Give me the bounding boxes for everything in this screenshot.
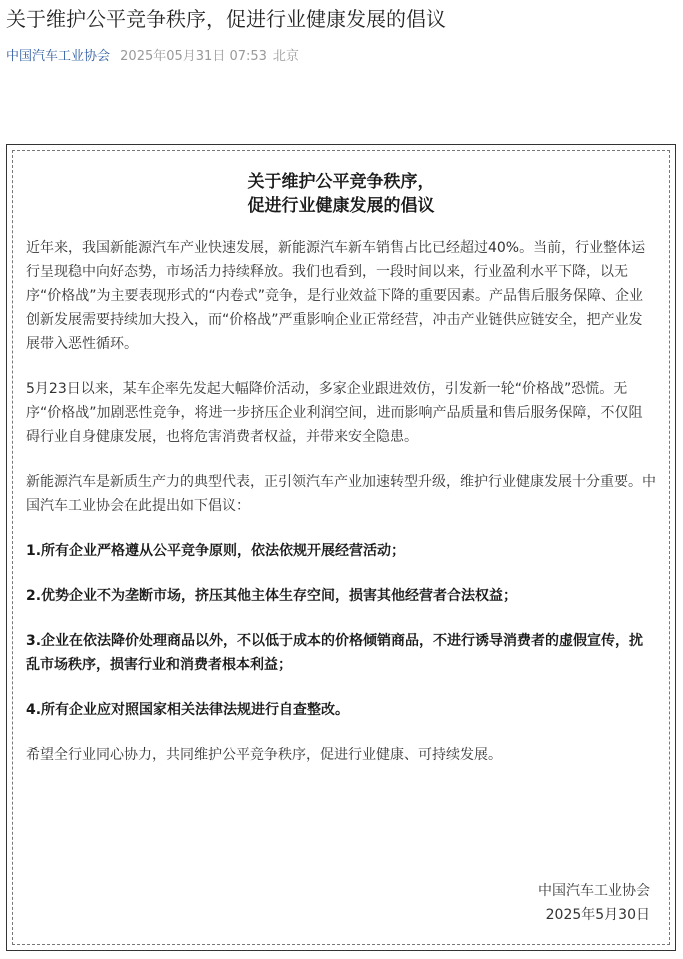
page-title: 关于维护公平竞争秩序，促进行业健康发展的倡议 bbox=[6, 7, 446, 31]
document-title bbox=[13, 170, 669, 218]
document-frame bbox=[6, 144, 676, 951]
proposal-item: 3.企业在依法降价处理商品以外，不以低于成本的价格倾销商品，不进行诱导消费者的虚假宣传，扰乱市场秩序，损害行业和消费者根本利益； bbox=[26, 633, 644, 673]
article-meta bbox=[6, 49, 676, 65]
body-paragraph: 新能源汽车是新质生产力的典型代表，正引领汽车产业加速转型升级，维护行业健康发展十分重要。中国汽车工业协会在此提出如下倡议： bbox=[26, 474, 656, 514]
document-title-line-2: 促进行业健康发展的倡议 bbox=[247, 196, 435, 216]
body-paragraph: 5月23日以来，某车企率先发起大幅降价活动，多家企业跟进效仿，引发新一轮“价格战”恐慌。无序“价格战”加剧恶性竞争，将进一步挤压企业利润空间，进而影响产品质量和售后服务保障，不仅阻碍行业自身健康发展，也将危害消费者权益，并带来安全隐患。 bbox=[26, 381, 643, 445]
source-link[interactable]: 中国汽车工业协会 bbox=[6, 49, 111, 64]
signature-block bbox=[538, 879, 650, 927]
closing-paragraph: 希望全行业同心协力，共同维护公平竞争秩序，促进行业健康、可持续发展。 bbox=[26, 747, 502, 763]
publish-location: 北京 bbox=[272, 49, 299, 64]
document-inner-border bbox=[12, 150, 670, 945]
proposal-item: 1.所有企业严格遵从公平竞争原则，依法依规开展经营活动； bbox=[26, 543, 406, 559]
signature-organization: 中国汽车工业协会 bbox=[538, 883, 650, 899]
document-title-line-1: 关于维护公平竞争秩序， bbox=[247, 172, 435, 192]
proposal-item: 4.所有企业应对照国家相关法律法规进行自查整改。 bbox=[26, 702, 350, 718]
proposal-item: 2.优势企业不为垄断市场，挤压其他主体生存空间，损害其他经营者合法权益； bbox=[26, 588, 518, 604]
body-paragraph: 近年来，我国新能源汽车产业快速发展，新能源汽车新车销售占比已经超过40%。当前，行业整体运行呈现稳中向好态势，市场活力持续释放。我们也看到，一段时间以来，行业盈利水平下降，以无序“价格战”为主要表现形式的“内卷式”竞争，是行业效益下降的重要因素。产品售后服务保障、企业创新发展需要持续加大投入，而“价格战”严重影响企业正常经营，冲击产业链供应链安全，把产业发展带入恶性循环。 bbox=[26, 240, 646, 352]
publish-date: 2025年05月31日 07:53 bbox=[120, 49, 267, 64]
signature-date: 2025年5月30日 bbox=[545, 907, 650, 923]
article-header bbox=[6, 5, 676, 65]
document-body bbox=[26, 236, 656, 788]
